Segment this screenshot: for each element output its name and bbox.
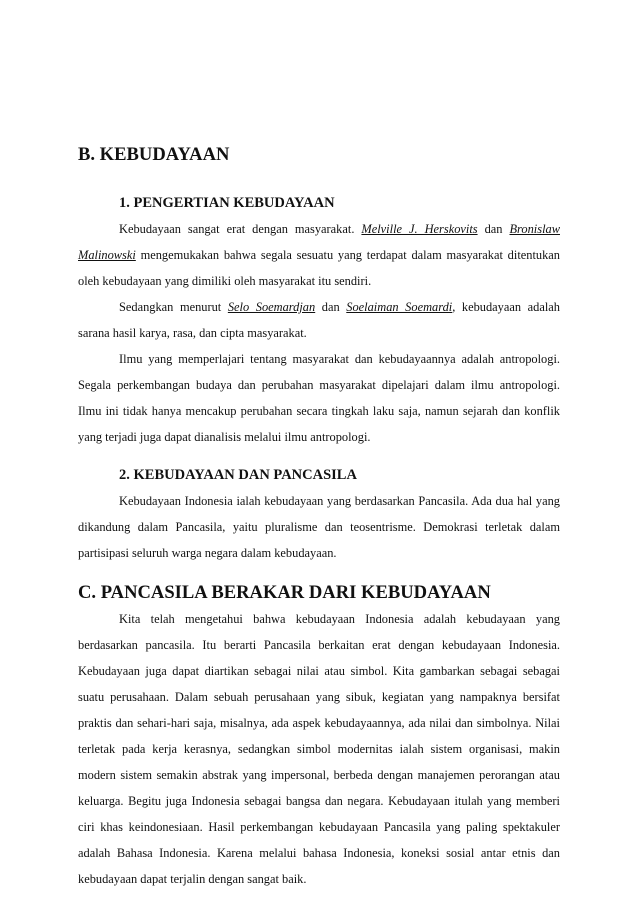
text-run: Kebudayaan sangat erat dengan masyarakat. <box>119 222 362 236</box>
paragraph-pengertian-1 <box>78 216 560 294</box>
spacer <box>78 450 560 462</box>
spacer <box>78 566 560 580</box>
section-c-heading: C. PANCASILA BERAKAR DARI KEBUDAYAAN <box>78 582 491 603</box>
author-reference: Bronislaw Malinowski <box>78 222 560 262</box>
text-run: , kebudayaan adalah sarana hasil karya, rasa, dan cipta masyarakat. <box>78 300 560 340</box>
paragraph-akar-kebudayaan: Kita telah mengetahui bahwa kebudayaan Indonesia adalah kebudayaan yang berdasarkan pancasila. Itu berarti Pancasila berkaitan erat dengan kebudayaan Indonesia. Kebudayaan juga dapat diartikan sebagai nilai atau simbol. Kita gambarkan sebagai sebagai suatu perusahaan. Dalam sebuah perusahaan yang sibuk, kegiatan yang nampaknya bersifat praktis dan sehari-hari saja, misalnya, ada aspek kebudayaannya, ada nilai dan simbolnya. Nilai terletak pada kerja kerasnya, sedangkan simbol modernitas ialah sistem organisasi, makin modern sistem semakin abstrak yang impersonal, berbeda dengan manajemen perorangan atau keluarga. Begitu juga Indonesia sebagai bangsa dan negara. Kebudayaan itulah yang memberi ciri khas keindonesiaan. Hasil perkembangan kebudayaan Pancasila yang paling spektakuler adalah Bahasa Indonesia. Karena melalui bahasa Indonesia, koneksi sosial antar etnis dan kebudayaan dapat terjalin dengan sangat baik. <box>78 612 560 886</box>
page-content <box>78 142 560 892</box>
subsection-2-heading: 2. KEBUDAYAAN DAN PANCASILA <box>119 467 357 483</box>
text-run: mengemukakan bahwa segala sesuatu yang terdapat dalam masyarakat ditentukan oleh kebudayaan yang dimiliki oleh masyarakat itu sendiri. <box>78 248 560 288</box>
paragraph-pengertian-2 <box>78 294 560 346</box>
text-run: dan <box>315 300 347 314</box>
text-run: dan <box>477 222 510 236</box>
text-run: Sedangkan menurut <box>119 300 228 314</box>
section-b-heading: B. KEBUDAYAAN <box>78 144 230 165</box>
paragraph-pancasila: Kebudayaan Indonesia ialah kebudayaan yang berdasarkan Pancasila. Ada dua hal yang dikandung dalam Pancasila, yaitu pluralisme dan teosentrisme. Demokrasi terletak dalam partisipasi seluruh warga negara dalam kebudayaan. <box>78 494 560 560</box>
spacer <box>78 168 560 190</box>
paragraph-pengertian-3: Ilmu yang memperlajari tentang masyarakat dan kebudayaannya adalah antropologi. Segala perkembangan budaya dan perubahan masyarakat dipelajari dalam ilmu antropologi. Ilmu ini tidak hanya mencakup perubahan secara tingkah laku saja, namun sejarah dan konflik yang terjadi juga dapat dianalisis melalui ilmu antropologi. <box>78 352 560 444</box>
author-reference: Soelaiman Soemardi <box>346 300 453 314</box>
author-reference: Selo Soemardjan <box>227 300 316 314</box>
author-reference: Melville J. Herskovits <box>361 222 478 236</box>
subsection-1-heading: 1. PENGERTIAN KEBUDAYAAN <box>119 195 335 211</box>
